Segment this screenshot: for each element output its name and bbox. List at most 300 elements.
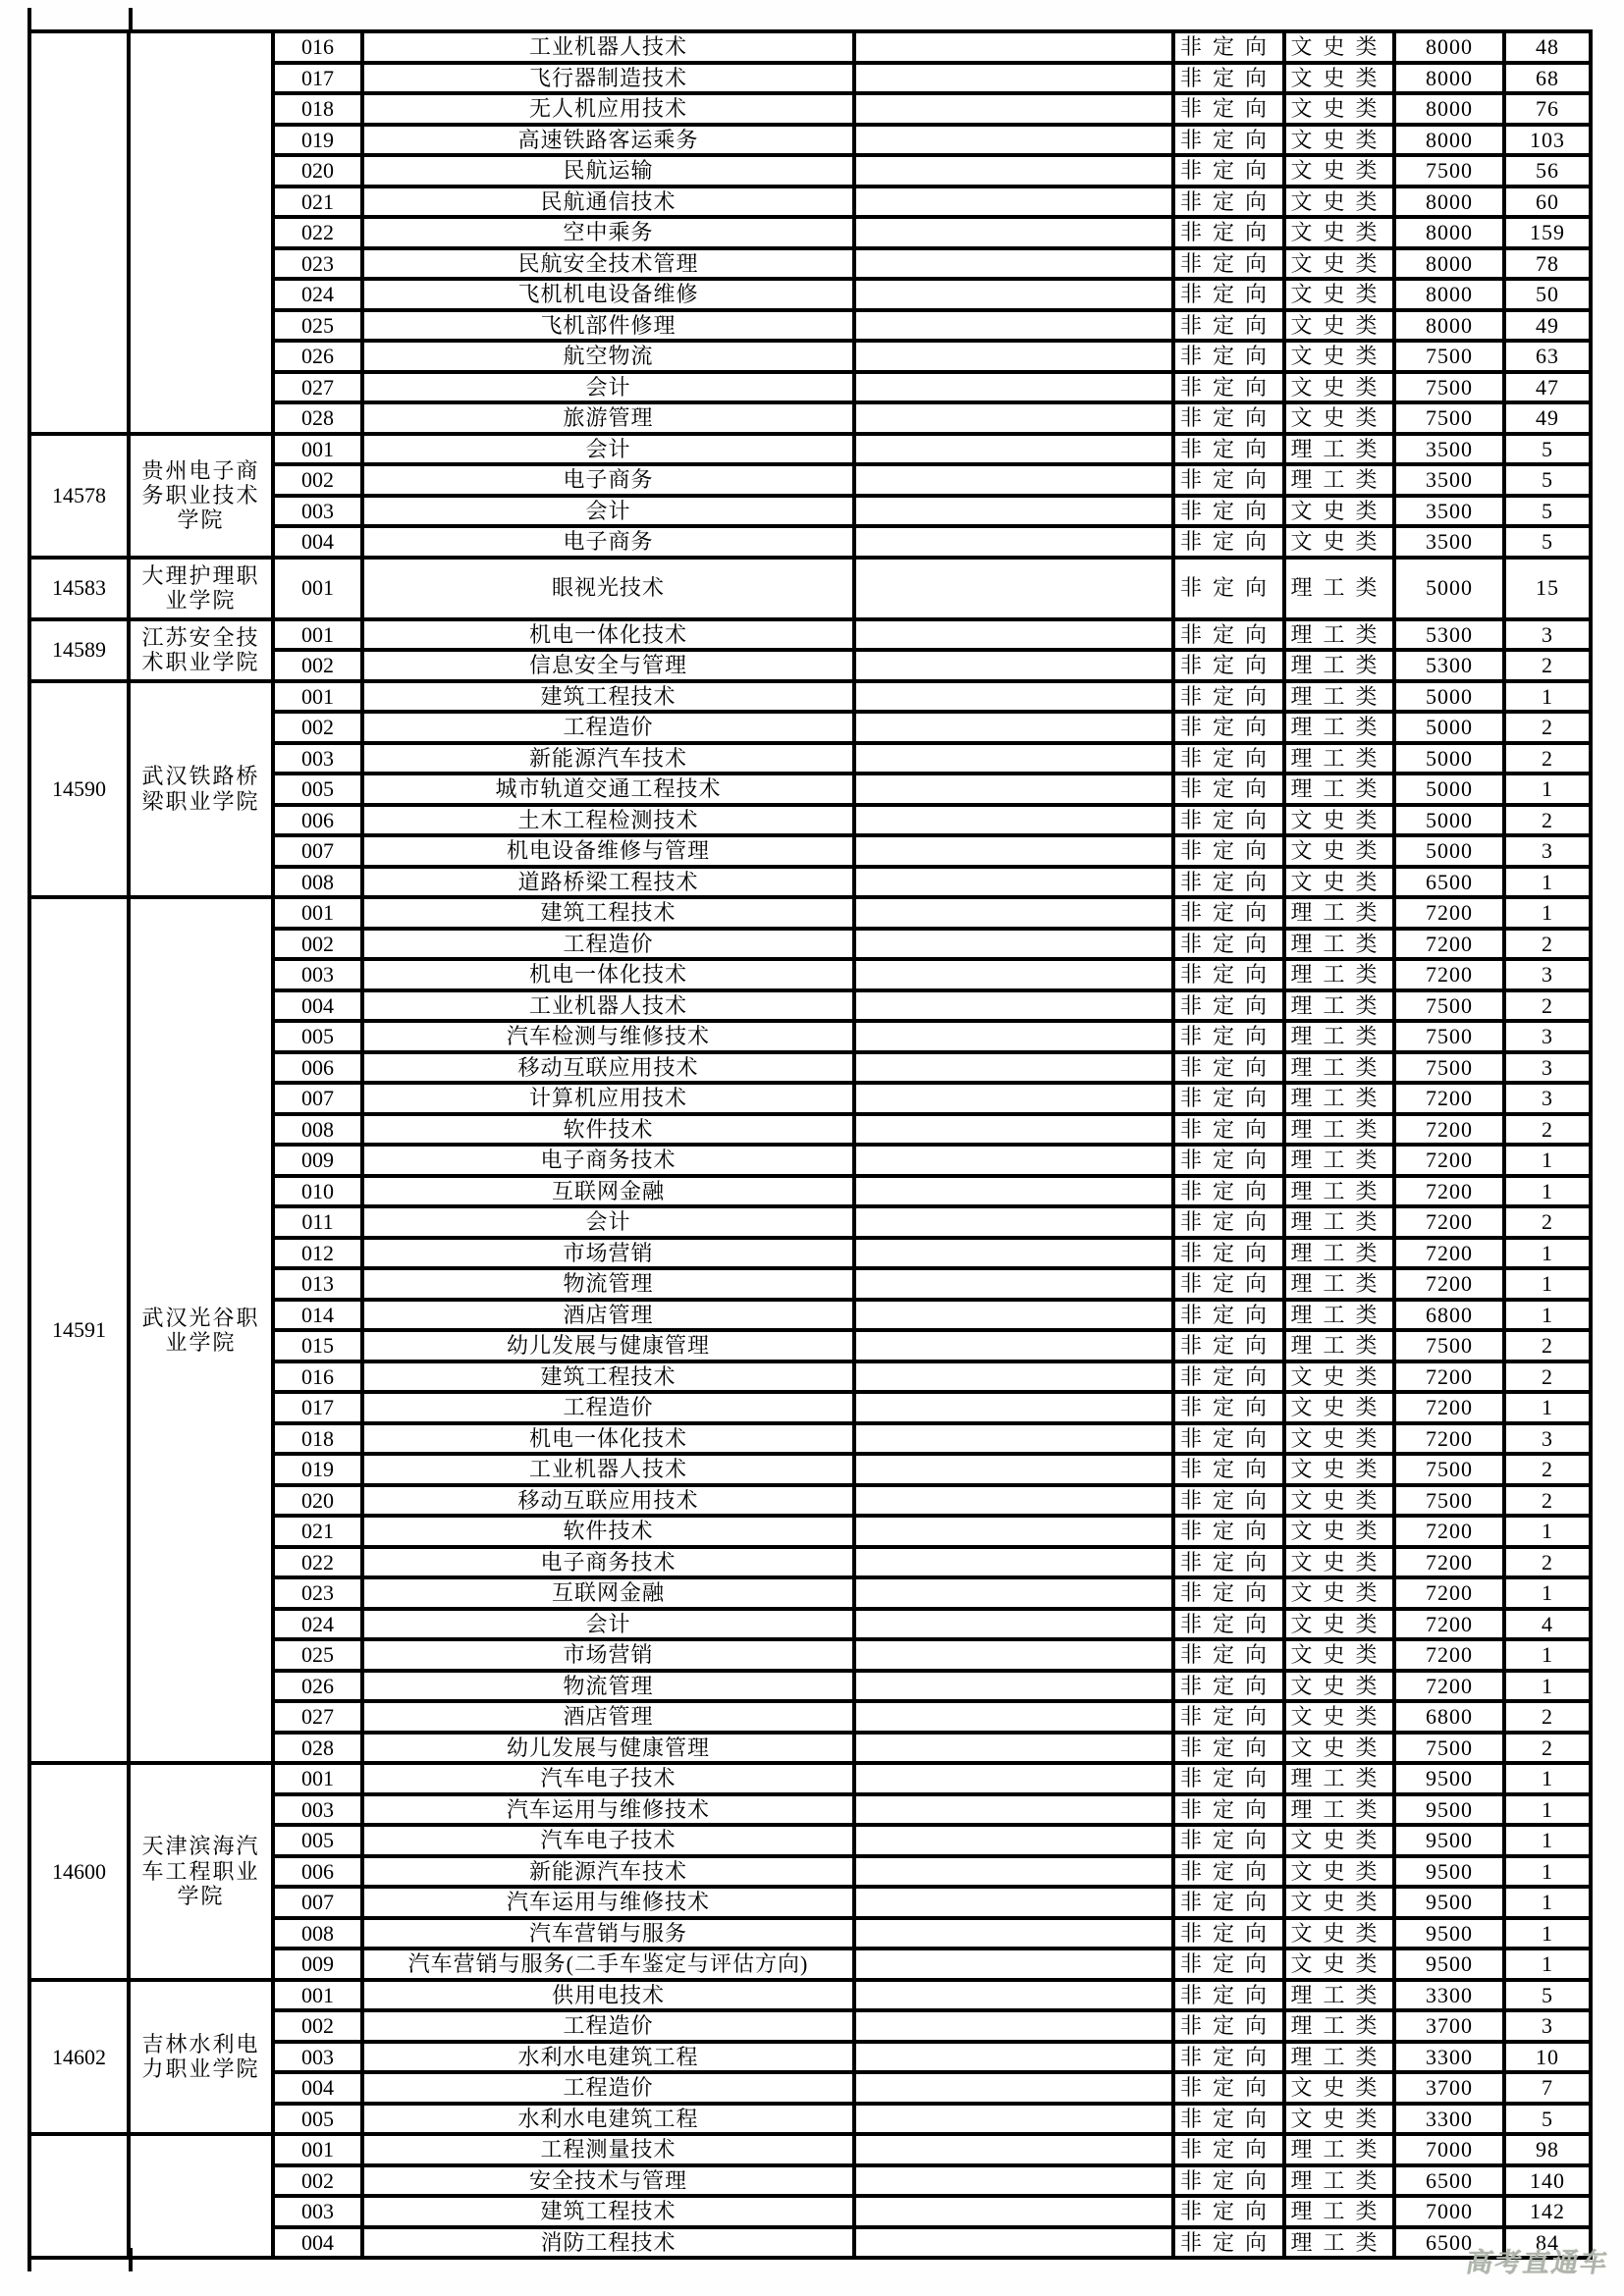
category-cell: 理工类 bbox=[1284, 1980, 1394, 2011]
blank-cell bbox=[854, 402, 1173, 434]
major-name-cell: 民航通信技术 bbox=[362, 187, 854, 218]
category-cell: 文史类 bbox=[1284, 805, 1394, 836]
blank-cell bbox=[854, 1176, 1173, 1207]
tuition-cell: 9500 bbox=[1394, 1949, 1504, 1980]
major-name-cell: 工程造价 bbox=[362, 2072, 854, 2104]
major-name-cell: 新能源汽车技术 bbox=[362, 743, 854, 774]
count-cell: 49 bbox=[1504, 310, 1591, 342]
major-name-cell: 机电设备维修与管理 bbox=[362, 835, 854, 867]
category-cell: 理工类 bbox=[1284, 1052, 1394, 1084]
major-name-cell: 建筑工程技术 bbox=[362, 1362, 854, 1393]
college-name-cell: 吉林水利电力职业学院 bbox=[129, 1980, 273, 2135]
count-cell: 5 bbox=[1504, 496, 1591, 527]
blank-cell bbox=[854, 2227, 1173, 2259]
count-cell: 2 bbox=[1504, 1485, 1591, 1517]
major-code-cell: 016 bbox=[273, 1362, 362, 1393]
major-name-cell: 新能源汽车技术 bbox=[362, 1856, 854, 1888]
direction-cell: 非定向 bbox=[1173, 1052, 1284, 1084]
tuition-cell: 3300 bbox=[1394, 2104, 1504, 2135]
major-name-cell: 水利水电建筑工程 bbox=[362, 2104, 854, 2135]
major-name-cell: 电子商务 bbox=[362, 464, 854, 496]
major-code-cell: 019 bbox=[273, 125, 362, 156]
major-code-cell: 009 bbox=[273, 1949, 362, 1980]
major-code-cell: 027 bbox=[273, 372, 362, 403]
major-code-cell: 024 bbox=[273, 1609, 362, 1640]
blank-cell bbox=[854, 1887, 1173, 1918]
blank-cell bbox=[854, 990, 1173, 1022]
blank-cell bbox=[854, 959, 1173, 990]
count-cell: 5 bbox=[1504, 2104, 1591, 2135]
count-cell: 1 bbox=[1504, 1145, 1591, 1176]
major-name-cell: 移动互联应用技术 bbox=[362, 1485, 854, 1517]
category-cell: 理工类 bbox=[1284, 434, 1394, 465]
blank-cell bbox=[854, 619, 1173, 651]
major-code-cell: 003 bbox=[273, 959, 362, 990]
direction-cell: 非定向 bbox=[1173, 650, 1284, 681]
tuition-cell: 7500 bbox=[1394, 1330, 1504, 1362]
tuition-cell: 5000 bbox=[1394, 712, 1504, 743]
major-name-cell: 旅游管理 bbox=[362, 402, 854, 434]
category-cell: 文史类 bbox=[1284, 1609, 1394, 1640]
major-name-cell: 软件技术 bbox=[362, 1516, 854, 1547]
direction-cell: 非定向 bbox=[1173, 929, 1284, 960]
major-name-cell: 汽车运用与维修技术 bbox=[362, 1887, 854, 1918]
tuition-cell: 5300 bbox=[1394, 650, 1504, 681]
major-name-cell: 机电一体化技术 bbox=[362, 619, 854, 651]
direction-cell: 非定向 bbox=[1173, 1980, 1284, 2011]
major-name-cell: 互联网金融 bbox=[362, 1176, 854, 1207]
count-cell: 2 bbox=[1504, 1330, 1591, 1362]
major-name-cell: 安全技术与管理 bbox=[362, 2165, 854, 2197]
category-cell: 理工类 bbox=[1284, 1145, 1394, 1176]
direction-cell: 非定向 bbox=[1173, 464, 1284, 496]
major-name-cell: 计算机应用技术 bbox=[362, 1083, 854, 1114]
blank-cell bbox=[854, 2134, 1173, 2165]
tuition-cell: 3500 bbox=[1394, 526, 1504, 558]
category-cell: 理工类 bbox=[1284, 2134, 1394, 2165]
blank-cell bbox=[854, 464, 1173, 496]
category-cell: 理工类 bbox=[1284, 1083, 1394, 1114]
major-name-cell: 幼儿发展与健康管理 bbox=[362, 1733, 854, 1764]
direction-cell: 非定向 bbox=[1173, 1362, 1284, 1393]
count-cell: 2 bbox=[1504, 1547, 1591, 1578]
count-cell: 1 bbox=[1504, 774, 1591, 805]
table-row bbox=[29, 681, 1591, 713]
major-code-cell: 027 bbox=[273, 1701, 362, 1733]
direction-cell: 非定向 bbox=[1173, 897, 1284, 929]
table-left-border-stub-top bbox=[27, 8, 31, 33]
blank-cell bbox=[854, 1763, 1173, 1794]
tuition-cell: 8000 bbox=[1394, 187, 1504, 218]
count-cell: 1 bbox=[1504, 1392, 1591, 1423]
major-name-cell: 电子商务技术 bbox=[362, 1145, 854, 1176]
blank-cell bbox=[854, 681, 1173, 713]
count-cell: 1 bbox=[1504, 1794, 1591, 1826]
category-cell: 文史类 bbox=[1284, 496, 1394, 527]
major-name-cell: 民航运输 bbox=[362, 155, 854, 187]
tuition-cell: 9500 bbox=[1394, 1887, 1504, 1918]
blank-cell bbox=[854, 1856, 1173, 1888]
category-cell: 理工类 bbox=[1284, 743, 1394, 774]
count-cell: 48 bbox=[1504, 31, 1591, 63]
tuition-cell: 6500 bbox=[1394, 867, 1504, 898]
major-code-cell: 022 bbox=[273, 1547, 362, 1578]
count-cell: 60 bbox=[1504, 187, 1591, 218]
direction-cell: 非定向 bbox=[1173, 63, 1284, 94]
category-cell: 文史类 bbox=[1284, 1454, 1394, 1485]
blank-cell bbox=[854, 341, 1173, 372]
count-cell: 1 bbox=[1504, 1949, 1591, 1980]
blank-cell bbox=[854, 1516, 1173, 1547]
tuition-cell: 7200 bbox=[1394, 1577, 1504, 1609]
major-name-cell: 飞机机电设备维修 bbox=[362, 279, 854, 310]
major-code-cell: 026 bbox=[273, 1671, 362, 1702]
major-code-cell: 016 bbox=[273, 31, 362, 63]
college-column-border-stub-top bbox=[129, 8, 133, 33]
tuition-cell: 5000 bbox=[1394, 805, 1504, 836]
blank-cell bbox=[854, 1949, 1173, 1980]
tuition-cell: 7500 bbox=[1394, 990, 1504, 1022]
direction-cell: 非定向 bbox=[1173, 1763, 1284, 1794]
category-cell: 理工类 bbox=[1284, 1021, 1394, 1052]
count-cell: 140 bbox=[1504, 2165, 1591, 2197]
major-name-cell: 软件技术 bbox=[362, 1114, 854, 1146]
count-cell: 68 bbox=[1504, 63, 1591, 94]
major-code-cell: 003 bbox=[273, 2196, 362, 2227]
count-cell: 49 bbox=[1504, 402, 1591, 434]
major-code-cell: 017 bbox=[273, 1392, 362, 1423]
tuition-cell: 9500 bbox=[1394, 1918, 1504, 1949]
tuition-cell: 7500 bbox=[1394, 1021, 1504, 1052]
count-cell: 1 bbox=[1504, 1577, 1591, 1609]
college-name-cell: 大理护理职业学院 bbox=[129, 558, 273, 619]
major-code-cell: 001 bbox=[273, 681, 362, 713]
major-code-cell: 005 bbox=[273, 774, 362, 805]
major-code-cell: 021 bbox=[273, 187, 362, 218]
major-name-cell: 电子商务技术 bbox=[362, 1547, 854, 1578]
direction-cell: 非定向 bbox=[1173, 1794, 1284, 1826]
tuition-cell: 6500 bbox=[1394, 2165, 1504, 2197]
direction-cell: 非定向 bbox=[1173, 402, 1284, 434]
blank-cell bbox=[854, 805, 1173, 836]
major-code-cell: 002 bbox=[273, 712, 362, 743]
count-cell: 2 bbox=[1504, 712, 1591, 743]
direction-cell: 非定向 bbox=[1173, 2042, 1284, 2073]
major-name-cell: 市场营销 bbox=[362, 1639, 854, 1671]
blank-cell bbox=[854, 434, 1173, 465]
table-row bbox=[29, 434, 1591, 465]
category-cell: 文史类 bbox=[1284, 526, 1394, 558]
count-cell: 63 bbox=[1504, 341, 1591, 372]
major-code-cell: 004 bbox=[273, 990, 362, 1022]
major-name-cell: 工程造价 bbox=[362, 2010, 854, 2042]
category-cell: 文史类 bbox=[1284, 93, 1394, 125]
major-code-cell: 004 bbox=[273, 2227, 362, 2259]
category-cell: 理工类 bbox=[1284, 619, 1394, 651]
category-cell: 文史类 bbox=[1284, 2072, 1394, 2104]
direction-cell: 非定向 bbox=[1173, 835, 1284, 867]
count-cell: 2 bbox=[1504, 1733, 1591, 1764]
major-name-cell: 会计 bbox=[362, 1206, 854, 1238]
count-cell: 2 bbox=[1504, 1701, 1591, 1733]
tuition-cell: 3700 bbox=[1394, 2010, 1504, 2042]
count-cell: 3 bbox=[1504, 959, 1591, 990]
count-cell: 2 bbox=[1504, 650, 1591, 681]
category-cell: 理工类 bbox=[1284, 2227, 1394, 2259]
major-name-cell: 工程造价 bbox=[362, 1392, 854, 1423]
tuition-cell: 3500 bbox=[1394, 464, 1504, 496]
blank-cell bbox=[854, 125, 1173, 156]
major-code-cell: 019 bbox=[273, 1454, 362, 1485]
major-name-cell: 民航安全技术管理 bbox=[362, 248, 854, 280]
blank-cell bbox=[854, 1825, 1173, 1856]
major-code-cell: 003 bbox=[273, 743, 362, 774]
category-cell: 文史类 bbox=[1284, 402, 1394, 434]
direction-cell: 非定向 bbox=[1173, 526, 1284, 558]
category-cell: 理工类 bbox=[1284, 959, 1394, 990]
direction-cell: 非定向 bbox=[1173, 1083, 1284, 1114]
tuition-cell: 7500 bbox=[1394, 341, 1504, 372]
direction-cell: 非定向 bbox=[1173, 1639, 1284, 1671]
major-code-cell: 003 bbox=[273, 1794, 362, 1826]
tuition-cell: 7200 bbox=[1394, 1392, 1504, 1423]
tuition-cell: 7200 bbox=[1394, 1362, 1504, 1393]
major-name-cell: 市场营销 bbox=[362, 1238, 854, 1269]
direction-cell: 非定向 bbox=[1173, 2134, 1284, 2165]
category-cell: 文史类 bbox=[1284, 63, 1394, 94]
count-cell: 1 bbox=[1504, 1300, 1591, 1331]
category-cell: 文史类 bbox=[1284, 1918, 1394, 1949]
count-cell: 47 bbox=[1504, 372, 1591, 403]
major-code-cell: 005 bbox=[273, 1825, 362, 1856]
count-cell: 5 bbox=[1504, 464, 1591, 496]
blank-cell bbox=[854, 2104, 1173, 2135]
blank-cell bbox=[854, 1639, 1173, 1671]
major-code-cell: 022 bbox=[273, 217, 362, 248]
tuition-cell: 7200 bbox=[1394, 1238, 1504, 1269]
category-cell: 文史类 bbox=[1284, 1516, 1394, 1547]
blank-cell bbox=[854, 372, 1173, 403]
category-cell: 文史类 bbox=[1284, 1577, 1394, 1609]
blank-cell bbox=[854, 155, 1173, 187]
college-name-cell: 天津滨海汽车工程职业学院 bbox=[129, 1763, 273, 1980]
tuition-cell: 5000 bbox=[1394, 681, 1504, 713]
count-cell: 2 bbox=[1504, 1454, 1591, 1485]
count-cell: 1 bbox=[1504, 1918, 1591, 1949]
tuition-cell: 6500 bbox=[1394, 2227, 1504, 2259]
blank-cell bbox=[854, 774, 1173, 805]
direction-cell: 非定向 bbox=[1173, 2104, 1284, 2135]
category-cell: 理工类 bbox=[1284, 1206, 1394, 1238]
direction-cell: 非定向 bbox=[1173, 774, 1284, 805]
tuition-cell: 6800 bbox=[1394, 1300, 1504, 1331]
tuition-cell: 7200 bbox=[1394, 959, 1504, 990]
category-cell: 文史类 bbox=[1284, 2104, 1394, 2135]
tuition-cell: 7200 bbox=[1394, 1176, 1504, 1207]
major-code-cell: 006 bbox=[273, 805, 362, 836]
count-cell: 1 bbox=[1504, 867, 1591, 898]
major-name-cell: 工业机器人技术 bbox=[362, 1454, 854, 1485]
major-code-cell: 020 bbox=[273, 1485, 362, 1517]
direction-cell: 非定向 bbox=[1173, 1454, 1284, 1485]
category-cell: 理工类 bbox=[1284, 897, 1394, 929]
major-code-cell: 023 bbox=[273, 248, 362, 280]
category-cell: 文史类 bbox=[1284, 155, 1394, 187]
count-cell: 2 bbox=[1504, 1206, 1591, 1238]
major-code-cell: 002 bbox=[273, 929, 362, 960]
tuition-cell: 7200 bbox=[1394, 1206, 1504, 1238]
blank-cell bbox=[854, 2010, 1173, 2042]
count-cell: 1 bbox=[1504, 1887, 1591, 1918]
blank-cell bbox=[854, 1145, 1173, 1176]
category-cell: 文史类 bbox=[1284, 1547, 1394, 1578]
blank-cell bbox=[854, 2042, 1173, 2073]
tuition-cell: 7200 bbox=[1394, 1547, 1504, 1578]
direction-cell: 非定向 bbox=[1173, 1176, 1284, 1207]
blank-cell bbox=[854, 1794, 1173, 1826]
direction-cell: 非定向 bbox=[1173, 1949, 1284, 1980]
count-cell: 2 bbox=[1504, 1362, 1591, 1393]
category-cell: 理工类 bbox=[1284, 774, 1394, 805]
tuition-cell: 7000 bbox=[1394, 2196, 1504, 2227]
tuition-cell: 6800 bbox=[1394, 1701, 1504, 1733]
category-cell: 文史类 bbox=[1284, 1671, 1394, 1702]
major-name-cell: 会计 bbox=[362, 1609, 854, 1640]
direction-cell: 非定向 bbox=[1173, 1392, 1284, 1423]
direction-cell: 非定向 bbox=[1173, 1733, 1284, 1764]
college-name-cell bbox=[129, 2134, 273, 2258]
tuition-cell: 7200 bbox=[1394, 1083, 1504, 1114]
category-cell: 文史类 bbox=[1284, 372, 1394, 403]
major-name-cell: 无人机应用技术 bbox=[362, 93, 854, 125]
tuition-cell: 5000 bbox=[1394, 558, 1504, 619]
major-code-cell: 010 bbox=[273, 1176, 362, 1207]
college-code-cell: 14583 bbox=[29, 558, 129, 619]
count-cell: 50 bbox=[1504, 279, 1591, 310]
tuition-cell: 7500 bbox=[1394, 1052, 1504, 1084]
blank-cell bbox=[854, 1362, 1173, 1393]
major-name-cell: 酒店管理 bbox=[362, 1300, 854, 1331]
major-code-cell: 017 bbox=[273, 63, 362, 94]
count-cell: 1 bbox=[1504, 1825, 1591, 1856]
count-cell: 3 bbox=[1504, 1423, 1591, 1455]
category-cell: 文史类 bbox=[1284, 1639, 1394, 1671]
major-code-cell: 008 bbox=[273, 867, 362, 898]
table-row bbox=[29, 558, 1591, 619]
tuition-cell: 7200 bbox=[1394, 1114, 1504, 1146]
blank-cell bbox=[854, 1083, 1173, 1114]
major-name-cell: 工业机器人技术 bbox=[362, 31, 854, 63]
direction-cell: 非定向 bbox=[1173, 434, 1284, 465]
major-code-cell: 021 bbox=[273, 1516, 362, 1547]
major-code-cell: 012 bbox=[273, 1238, 362, 1269]
count-cell: 2 bbox=[1504, 743, 1591, 774]
category-cell: 理工类 bbox=[1284, 2196, 1394, 2227]
direction-cell: 非定向 bbox=[1173, 959, 1284, 990]
category-cell: 文史类 bbox=[1284, 187, 1394, 218]
major-code-cell: 013 bbox=[273, 1268, 362, 1300]
category-cell: 文史类 bbox=[1284, 1362, 1394, 1393]
blank-cell bbox=[854, 1423, 1173, 1455]
major-name-cell: 工业机器人技术 bbox=[362, 990, 854, 1022]
tuition-cell: 7200 bbox=[1394, 1609, 1504, 1640]
count-cell: 1 bbox=[1504, 1763, 1591, 1794]
tuition-cell: 7000 bbox=[1394, 2134, 1504, 2165]
direction-cell: 非定向 bbox=[1173, 2227, 1284, 2259]
direction-cell: 非定向 bbox=[1173, 125, 1284, 156]
category-cell: 文史类 bbox=[1284, 1392, 1394, 1423]
major-code-cell: 005 bbox=[273, 1021, 362, 1052]
count-cell: 1 bbox=[1504, 1856, 1591, 1888]
tuition-cell: 8000 bbox=[1394, 248, 1504, 280]
direction-cell: 非定向 bbox=[1173, 1547, 1284, 1578]
category-cell: 理工类 bbox=[1284, 990, 1394, 1022]
direction-cell: 非定向 bbox=[1173, 31, 1284, 63]
count-cell: 2 bbox=[1504, 805, 1591, 836]
count-cell: 56 bbox=[1504, 155, 1591, 187]
major-name-cell: 消防工程技术 bbox=[362, 2227, 854, 2259]
direction-cell: 非定向 bbox=[1173, 93, 1284, 125]
tuition-cell: 7500 bbox=[1394, 372, 1504, 403]
direction-cell: 非定向 bbox=[1173, 1238, 1284, 1269]
count-cell: 142 bbox=[1504, 2196, 1591, 2227]
tuition-cell: 7200 bbox=[1394, 929, 1504, 960]
major-code-cell: 028 bbox=[273, 402, 362, 434]
category-cell: 理工类 bbox=[1284, 2010, 1394, 2042]
category-cell: 文史类 bbox=[1284, 1701, 1394, 1733]
major-code-cell: 024 bbox=[273, 279, 362, 310]
major-code-cell: 011 bbox=[273, 1206, 362, 1238]
count-cell: 2 bbox=[1504, 990, 1591, 1022]
tuition-cell: 8000 bbox=[1394, 279, 1504, 310]
category-cell: 理工类 bbox=[1284, 1176, 1394, 1207]
blank-cell bbox=[854, 897, 1173, 929]
direction-cell: 非定向 bbox=[1173, 2196, 1284, 2227]
major-code-cell: 007 bbox=[273, 1887, 362, 1918]
college-code-cell bbox=[29, 2134, 129, 2258]
category-cell: 理工类 bbox=[1284, 1114, 1394, 1146]
tuition-cell: 5300 bbox=[1394, 619, 1504, 651]
major-name-cell: 工程造价 bbox=[362, 712, 854, 743]
count-cell: 3 bbox=[1504, 1052, 1591, 1084]
major-code-cell: 025 bbox=[273, 310, 362, 342]
college-code-cell: 14591 bbox=[29, 897, 129, 1763]
major-code-cell: 006 bbox=[273, 1052, 362, 1084]
tuition-cell: 5000 bbox=[1394, 774, 1504, 805]
tuition-cell: 3500 bbox=[1394, 496, 1504, 527]
major-code-cell: 008 bbox=[273, 1114, 362, 1146]
major-name-cell: 工程造价 bbox=[362, 929, 854, 960]
major-code-cell: 005 bbox=[273, 2104, 362, 2135]
tuition-cell: 8000 bbox=[1394, 217, 1504, 248]
count-cell: 15 bbox=[1504, 558, 1591, 619]
blank-cell bbox=[854, 1052, 1173, 1084]
direction-cell: 非定向 bbox=[1173, 496, 1284, 527]
major-code-cell: 001 bbox=[273, 558, 362, 619]
major-code-cell: 003 bbox=[273, 2042, 362, 2073]
college-code-cell bbox=[29, 31, 129, 434]
major-name-cell: 工程测量技术 bbox=[362, 2134, 854, 2165]
direction-cell: 非定向 bbox=[1173, 1423, 1284, 1455]
major-name-cell: 建筑工程技术 bbox=[362, 681, 854, 713]
tuition-cell: 7500 bbox=[1394, 402, 1504, 434]
major-code-cell: 004 bbox=[273, 2072, 362, 2104]
category-cell: 文史类 bbox=[1284, 1856, 1394, 1888]
count-cell: 1 bbox=[1504, 1671, 1591, 1702]
category-cell: 理工类 bbox=[1284, 929, 1394, 960]
major-code-cell: 020 bbox=[273, 155, 362, 187]
major-code-cell: 001 bbox=[273, 2134, 362, 2165]
